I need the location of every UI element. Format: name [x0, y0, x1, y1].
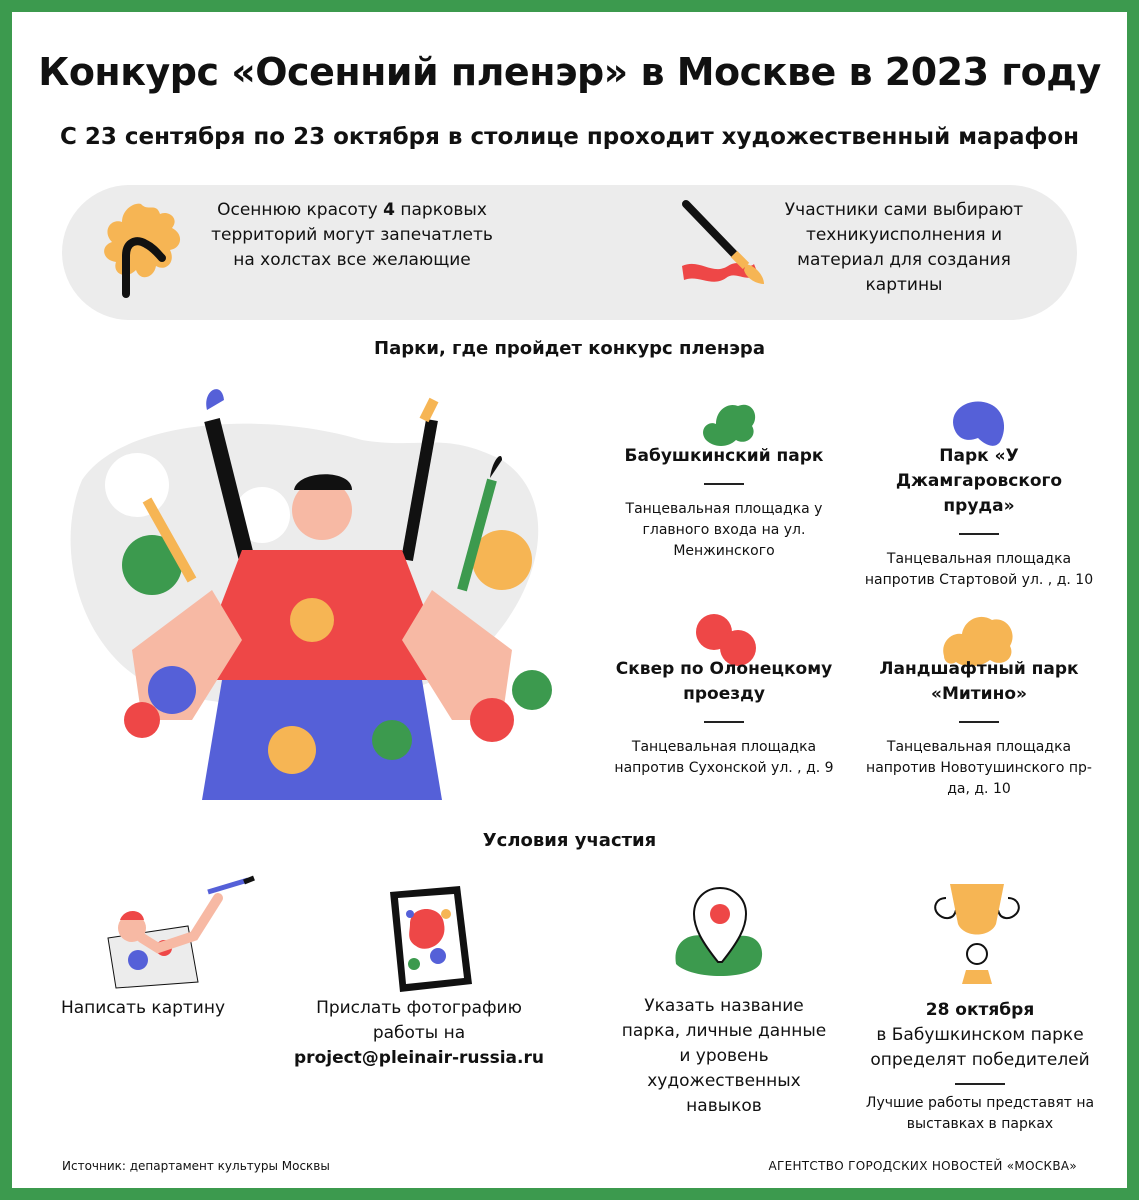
paintbrush-icon — [676, 200, 771, 295]
parks-heading: Парки, где пройдет конкурс пленэра — [374, 338, 765, 359]
infographic-page — [12, 12, 1127, 1188]
winners-note: Лучшие работы представят на выставках в парках — [865, 1095, 1095, 1132]
park-splash-icon-green — [698, 400, 758, 448]
divider — [959, 533, 999, 535]
condition-specify-details: Указать название парка, личные данные и уровень художественных навыков — [621, 996, 827, 1116]
location-pin-icon — [672, 880, 772, 980]
park-card-babushkinsky — [609, 444, 839, 562]
artist-illustration — [62, 390, 582, 800]
paint-splash-icon — [96, 198, 186, 288]
park-card-mitino — [864, 657, 1094, 800]
banner-left-text: Осеннюю красоту 4 парковых территорий могут запечатлеть на холстах все желающие — [211, 200, 493, 270]
artist-painting-icon — [98, 878, 248, 988]
winners-text: в Бабушкинском парке определят победителей — [870, 1025, 1090, 1070]
park-location: Танцевальная площадка напротив Стартовой ул. , д. 10 — [864, 551, 1094, 588]
agency-credit: АГЕНТСТВО ГОРОДСКИХ НОВОСТЕЙ «МОСКВА» — [768, 1159, 1077, 1173]
divider — [704, 483, 744, 485]
park-location: Танцевальная площадка напротив Сухонской ул. , д. 9 — [614, 739, 834, 776]
page-subtitle: С 23 сентября по 23 октября в столице проходит художественный марафон — [59, 124, 1080, 150]
park-name: Парк «У Джамгаровского пруда» — [895, 446, 1063, 516]
park-card-dzhamgarovsky — [864, 444, 1094, 591]
park-name: Сквер по Олонецкому проезду — [615, 659, 833, 704]
source-note: Источник: департамент культуры Москвы — [62, 1159, 330, 1173]
park-name: Ландшафтный парк «Митино» — [879, 659, 1079, 704]
condition-winners — [860, 998, 1100, 1135]
park-location: Танцевальная площадка напротив Новотушинского пр-да, д. 10 — [866, 739, 1092, 797]
park-splash-icon-blue — [948, 398, 1008, 450]
winners-date: 28 октября — [925, 1000, 1035, 1020]
banner-right-text: Участники сами выбирают техникуисполнения и материал для создания картины — [784, 200, 1024, 295]
divider — [959, 721, 999, 723]
page-title: Конкурс «Осенний пленэр» в Москве в 2023 году — [38, 50, 1101, 94]
contact-email: project@pleinair-russia.ru — [294, 1048, 544, 1068]
condition-send-photo: Прислать фотографию работы на project@pleinair-russia.ru — [294, 998, 544, 1068]
trophy-icon — [932, 880, 1022, 988]
painting-icon — [386, 884, 478, 994]
divider — [704, 721, 744, 723]
park-location: Танцевальная площадка у главного входа на ул. Менжинского — [625, 501, 823, 559]
park-card-olonetsky — [609, 657, 839, 779]
condition-paint: Написать картину — [60, 998, 226, 1018]
park-name: Бабушкинский парк — [624, 446, 824, 466]
divider — [955, 1083, 1005, 1085]
conditions-heading: Условия участия — [482, 830, 657, 851]
